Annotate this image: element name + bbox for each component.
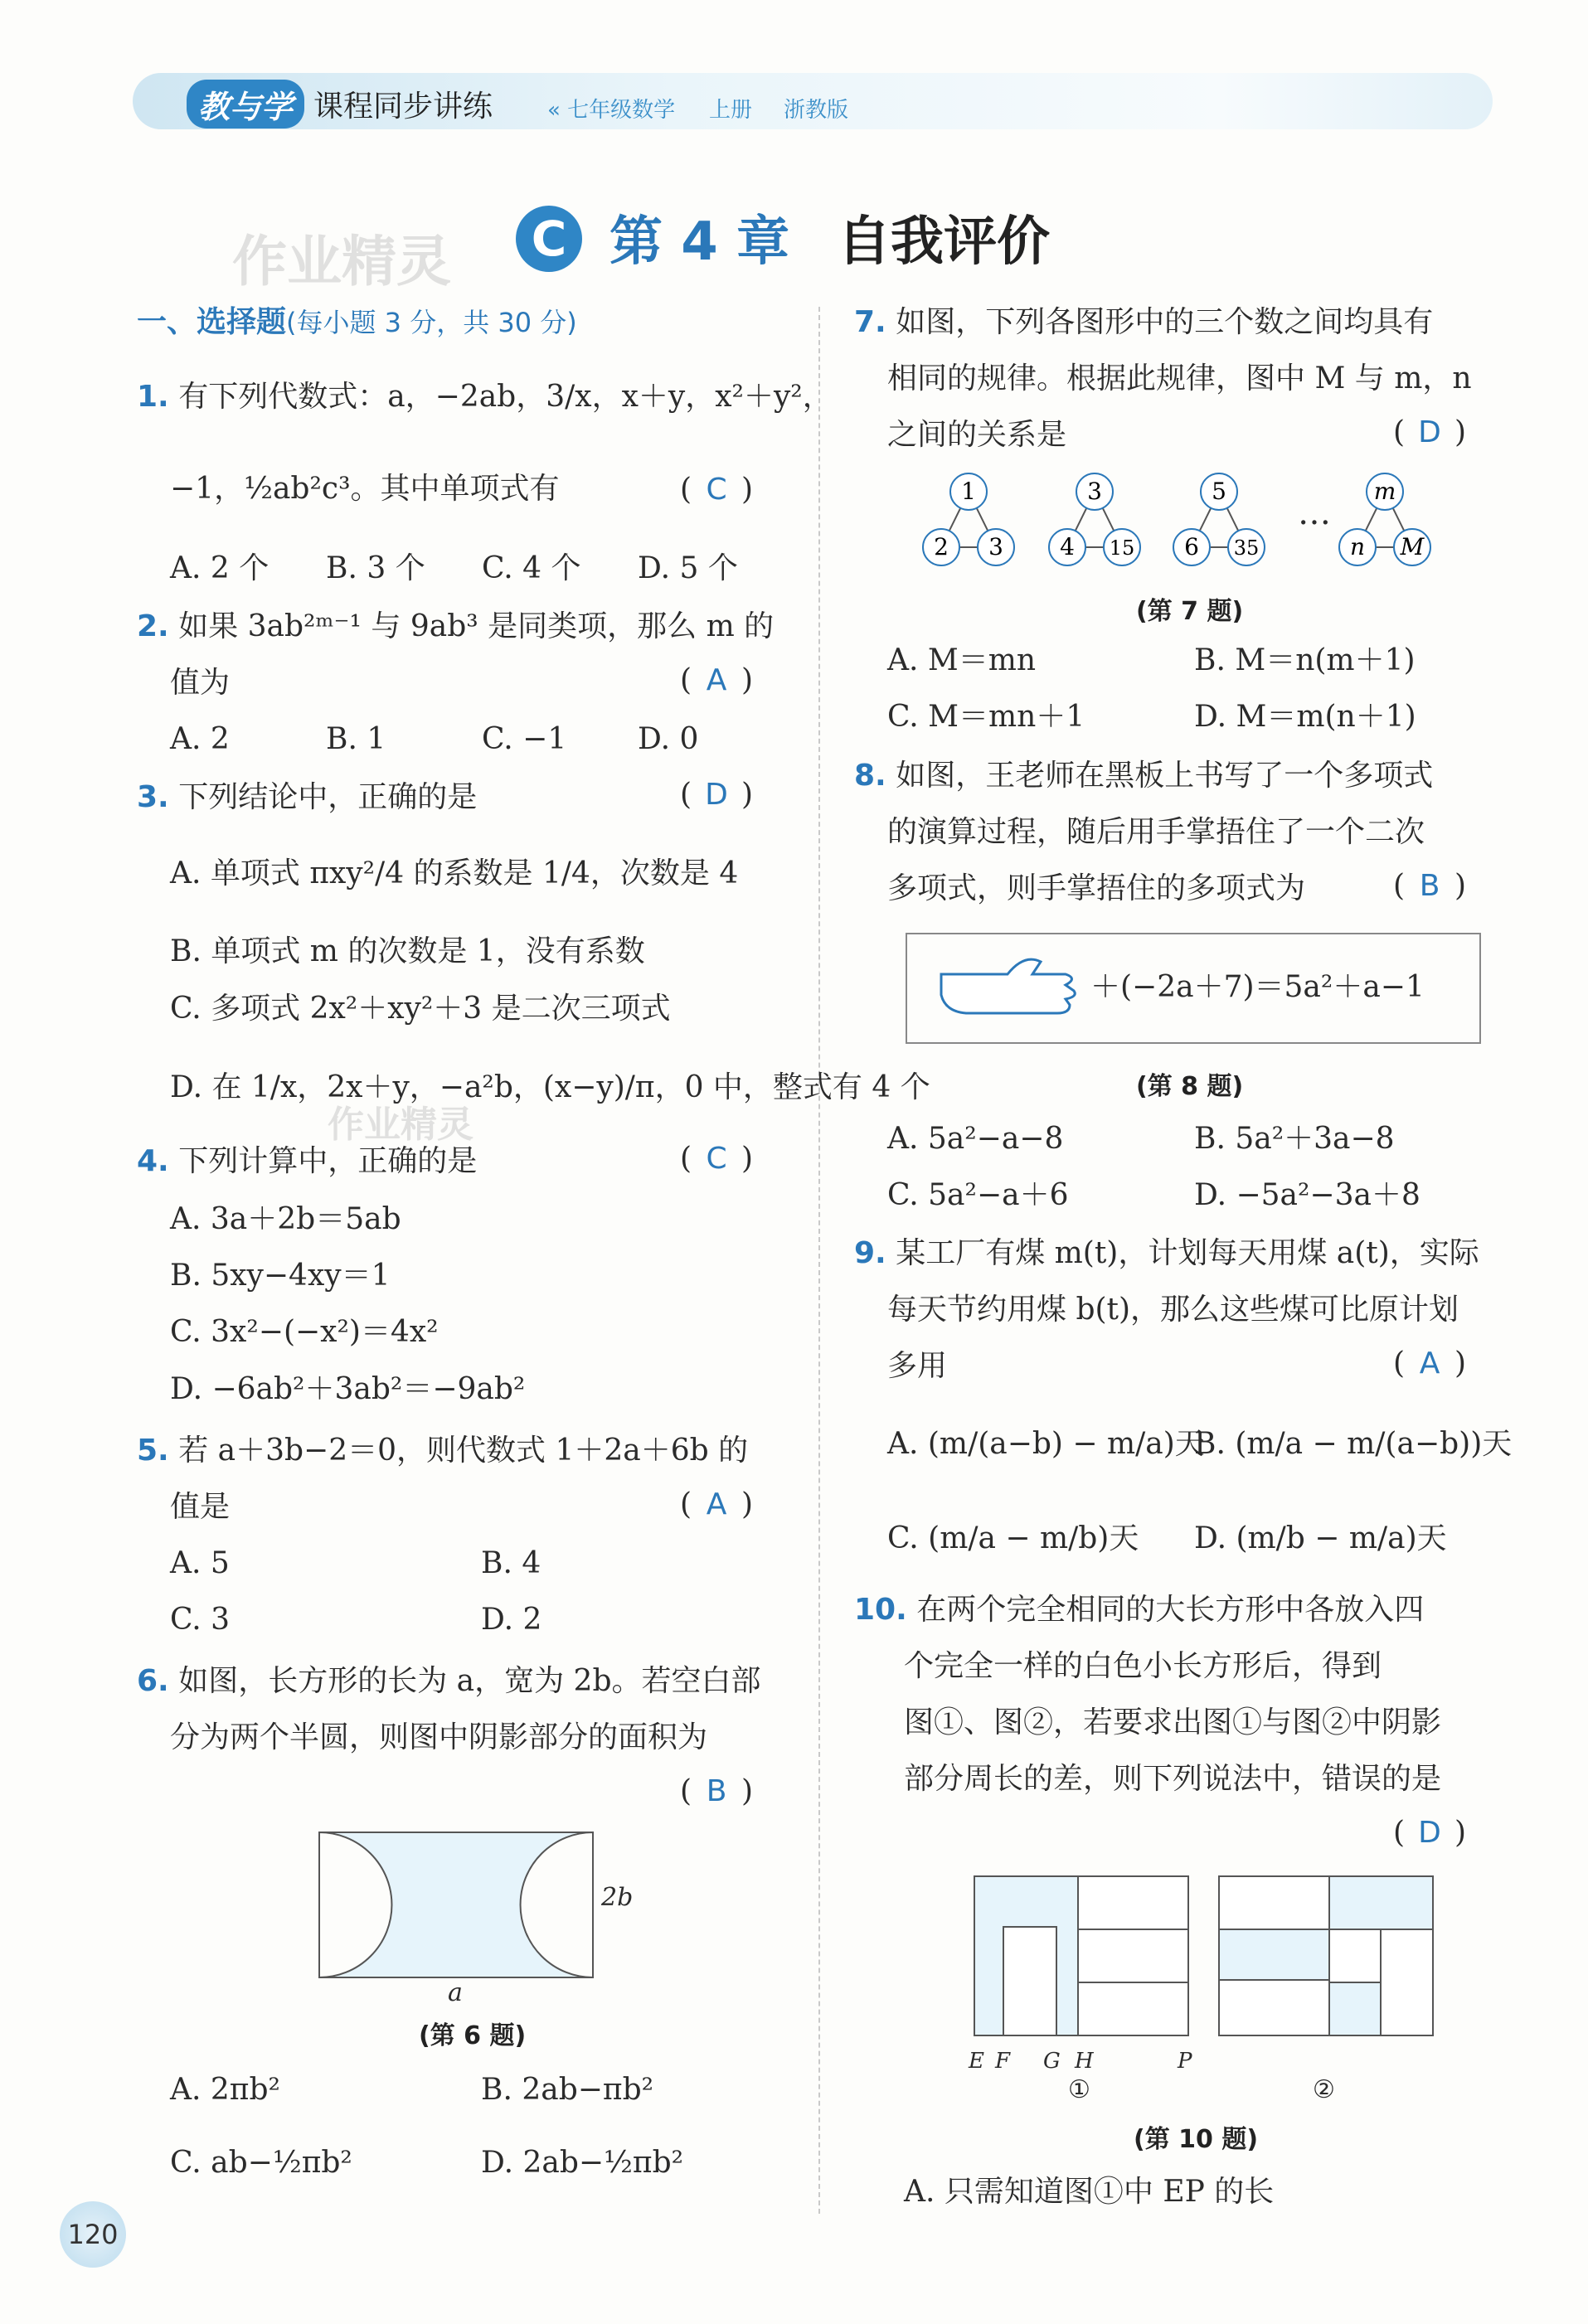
q7-answer: ( D ) [1393, 415, 1467, 449]
q9-option-d: D. (m/b − m/a)天 [1194, 1521, 1447, 1555]
q4-option-c: C. 3x²−(−x²)＝4x² [170, 1315, 439, 1349]
q6-line1: 6. 如图，长方形的长为 a，宽为 2b。若空白部 [137, 1664, 761, 1698]
q10-fig2-label: ② [1313, 2075, 1335, 2104]
q7-line3: 之间的关系是 [887, 418, 1067, 452]
q1-option-d: D. 5 个 [638, 551, 738, 585]
q2-line1: 2. 如果 3ab²ᵐ⁻¹ 与 9ab³ 是同类项，那么 m 的 [137, 609, 775, 643]
q2-option-a: A. 2 [170, 722, 230, 756]
q4-option-b: B. 5xy−4xy＝1 [170, 1259, 391, 1293]
q10-label-f: F [995, 2049, 1011, 2074]
q9-option-b: B. (m/a − m/(a−b))天 [1194, 1427, 1513, 1461]
q6-line2: 分为两个半圆，则图中阴影部分的面积为 [170, 1720, 708, 1754]
q1-option-c: C. 4 个 [482, 551, 581, 585]
q3-option-c: C. 多项式 2x²＋xy²＋3 是二次三项式 [170, 992, 671, 1026]
q9-option-c: C. (m/a − m/b)天 [887, 1521, 1139, 1555]
q4-line1: 4. 下列计算中，正确的是 [137, 1144, 478, 1178]
q9-line2: 每天节约用煤 b(t)，那么这些煤可比原计划 [887, 1293, 1459, 1327]
q5-option-d: D. 2 [481, 1603, 542, 1637]
q5-option-c: C. 3 [170, 1603, 231, 1637]
q7-node-value: M [1400, 533, 1425, 560]
q7-node-value: 2 [934, 533, 949, 560]
q7-ellipsis: … [1298, 494, 1331, 532]
q4-option-a: A. 3a＋2b＝5ab [170, 1202, 401, 1236]
q7-line1: 7. 如图，下列各图形中的三个数之间均具有 [854, 305, 1434, 339]
q7-node-value: 3 [1087, 478, 1102, 505]
q2-line2: 值为 [170, 666, 231, 700]
q8-line2: 的演算过程，随后用手掌捂住了一个二次 [887, 815, 1425, 849]
q1-line2: −1，½ab²c³。其中单项式有 [170, 472, 560, 506]
q7-node-value: n [1349, 533, 1366, 560]
watermark: 作业精灵 [232, 230, 451, 294]
q10-label-g: G [1043, 2049, 1061, 2074]
q7-node-value: 35 [1233, 536, 1260, 560]
section-heading: 一、选择题(每小题 3 分，共 30 分) [137, 305, 577, 339]
q7-option-b: B. M＝n(m＋1) [1194, 643, 1416, 677]
q8-answer: ( B ) [1393, 869, 1467, 903]
q8-hand-icon [933, 945, 1082, 1028]
q3-answer: ( D ) [680, 778, 754, 812]
q10-figure [970, 1872, 1443, 2046]
q7-option-a: A. M＝mn [887, 643, 1037, 677]
watermark-small: 作业精灵 [328, 1104, 473, 1146]
q10-line1: 10. 在两个完全相同的大长方形中各放入四 [854, 1593, 1425, 1627]
q6-answer: ( B ) [680, 1774, 754, 1808]
q10-line2: 个完全一样的白色小长方形后，得到 [904, 1649, 1382, 1683]
q7-node-value: 1 [961, 478, 976, 505]
q6-label-a: a [448, 1978, 463, 2007]
q6-option-a: A. 2πb² [170, 2073, 280, 2107]
q8-option-a: A. 5a²−a−8 [887, 1122, 1064, 1156]
q8-line1: 8. 如图，王老师在黑板上书写了一个多项式 [854, 759, 1434, 793]
q6-caption: (第 6 题) [419, 2021, 527, 2050]
q6-figure [315, 1828, 630, 2002]
q6-label-2b: 2b [601, 1883, 634, 1912]
header-edition: 浙教版 [784, 98, 849, 123]
q7-node-value: m [1373, 478, 1396, 505]
q7-node-value: 5 [1212, 478, 1226, 505]
q2-option-b: B. 1 [326, 722, 386, 756]
q9-option-a: A. (m/(a−b) − m/a)天 [887, 1427, 1205, 1461]
q6-option-d: D. 2ab−½πb² [481, 2146, 684, 2180]
q8-caption: (第 8 题) [1136, 1072, 1244, 1101]
q2-answer: ( A ) [680, 663, 754, 697]
header-course: 课程同步讲练 [313, 90, 493, 124]
q7-figure [916, 468, 1497, 580]
q6-option-c: C. ab−½πb² [170, 2146, 352, 2180]
column-divider [818, 307, 820, 2214]
q5-option-b: B. 4 [481, 1546, 541, 1580]
q8-option-c: C. 5a²−a＋6 [887, 1178, 1069, 1212]
header-grade: « 七年级数学 [547, 98, 676, 123]
q1-answer: ( C ) [680, 473, 754, 507]
q7-node-value: 6 [1184, 533, 1199, 560]
q9-line1: 9. 某工厂有煤 m(t)，计划每天用煤 a(t)，实际 [854, 1236, 1479, 1270]
q10-answer: ( D ) [1393, 1816, 1467, 1850]
q10-label-h: H [1075, 2049, 1094, 2074]
header-volume: 上册 [709, 98, 753, 123]
q3-option-a: A. 单项式 πxy²/4 的系数是 1/4，次数是 4 [170, 856, 739, 890]
chapter-c-icon: C [516, 206, 582, 272]
q8-line3: 多项式，则手掌捂住的多项式为 [887, 871, 1306, 905]
q1-option-a: A. 2 个 [170, 551, 270, 585]
q7-line2: 相同的规律。根据此规律，图中 M 与 m，n [887, 361, 1472, 395]
q3-option-d: D. 在 1/x，2x＋y，−a²b，(x−y)/π，0 中，整式有 4 个 [170, 1070, 930, 1104]
q5-line1: 5. 若 a＋3b−2＝0，则代数式 1＋2a＋6b 的 [137, 1434, 749, 1468]
q2-option-c: C. −1 [482, 722, 567, 756]
q10-line3: 图①、图②，若要求出图①与图②中阴影 [904, 1705, 1442, 1739]
q5-option-a: A. 5 [170, 1546, 230, 1580]
page-title: 自我评价 [838, 211, 1050, 273]
q5-line2: 值是 [170, 1490, 231, 1524]
q10-caption: (第 10 题) [1134, 2125, 1259, 2154]
q2-option-d: D. 0 [638, 722, 699, 756]
q7-node-value: 3 [988, 533, 1003, 560]
q7-node-value: 15 [1109, 536, 1135, 560]
q10-label-p: P [1178, 2049, 1192, 2074]
q6-option-b: B. 2ab−πb² [481, 2073, 654, 2107]
q9-line3: 多用 [887, 1349, 948, 1383]
q5-answer: ( A ) [680, 1487, 754, 1521]
q10-label-e: E [969, 2049, 984, 2074]
q8-board-expression: ＋(−2a＋7)＝5a²＋a−1 [1090, 970, 1425, 1004]
q10-option-a: A. 只需知道图①中 EP 的长 [904, 2175, 1275, 2209]
q7-caption: (第 7 题) [1136, 597, 1244, 626]
q7-node-value: 4 [1060, 533, 1075, 560]
q7-option-d: D. M＝m(n＋1) [1194, 700, 1416, 734]
q10-fig1-label: ① [1068, 2075, 1090, 2104]
q10-figure-1 [974, 1876, 1188, 2035]
header-logo: 教与学 [187, 80, 304, 129]
q9-answer: ( A ) [1393, 1346, 1467, 1380]
q7-option-c: C. M＝mn＋1 [887, 700, 1085, 734]
page-number: 120 [60, 2201, 126, 2268]
q10-figure-2 [1219, 1876, 1433, 2035]
q1-line1: 1. 有下列代数式：a，−2ab，3/x，x＋y，x²＋y²， [137, 380, 833, 414]
chapter-number: 第 4 章 [609, 211, 790, 273]
q3-line1: 3. 下列结论中，正确的是 [137, 780, 478, 814]
q8-option-d: D. −5a²−3a＋8 [1194, 1178, 1420, 1212]
q3-option-b: B. 单项式 m 的次数是 1，没有系数 [170, 934, 645, 968]
q10-line4: 部分周长的差，则下列说法中，错误的是 [904, 1762, 1442, 1796]
q1-option-b: B. 3 个 [326, 551, 425, 585]
q8-option-b: B. 5a²＋3a−8 [1194, 1122, 1395, 1156]
q4-option-d: D. −6ab²＋3ab²＝−9ab² [170, 1372, 526, 1406]
q4-answer: ( C ) [680, 1142, 754, 1176]
